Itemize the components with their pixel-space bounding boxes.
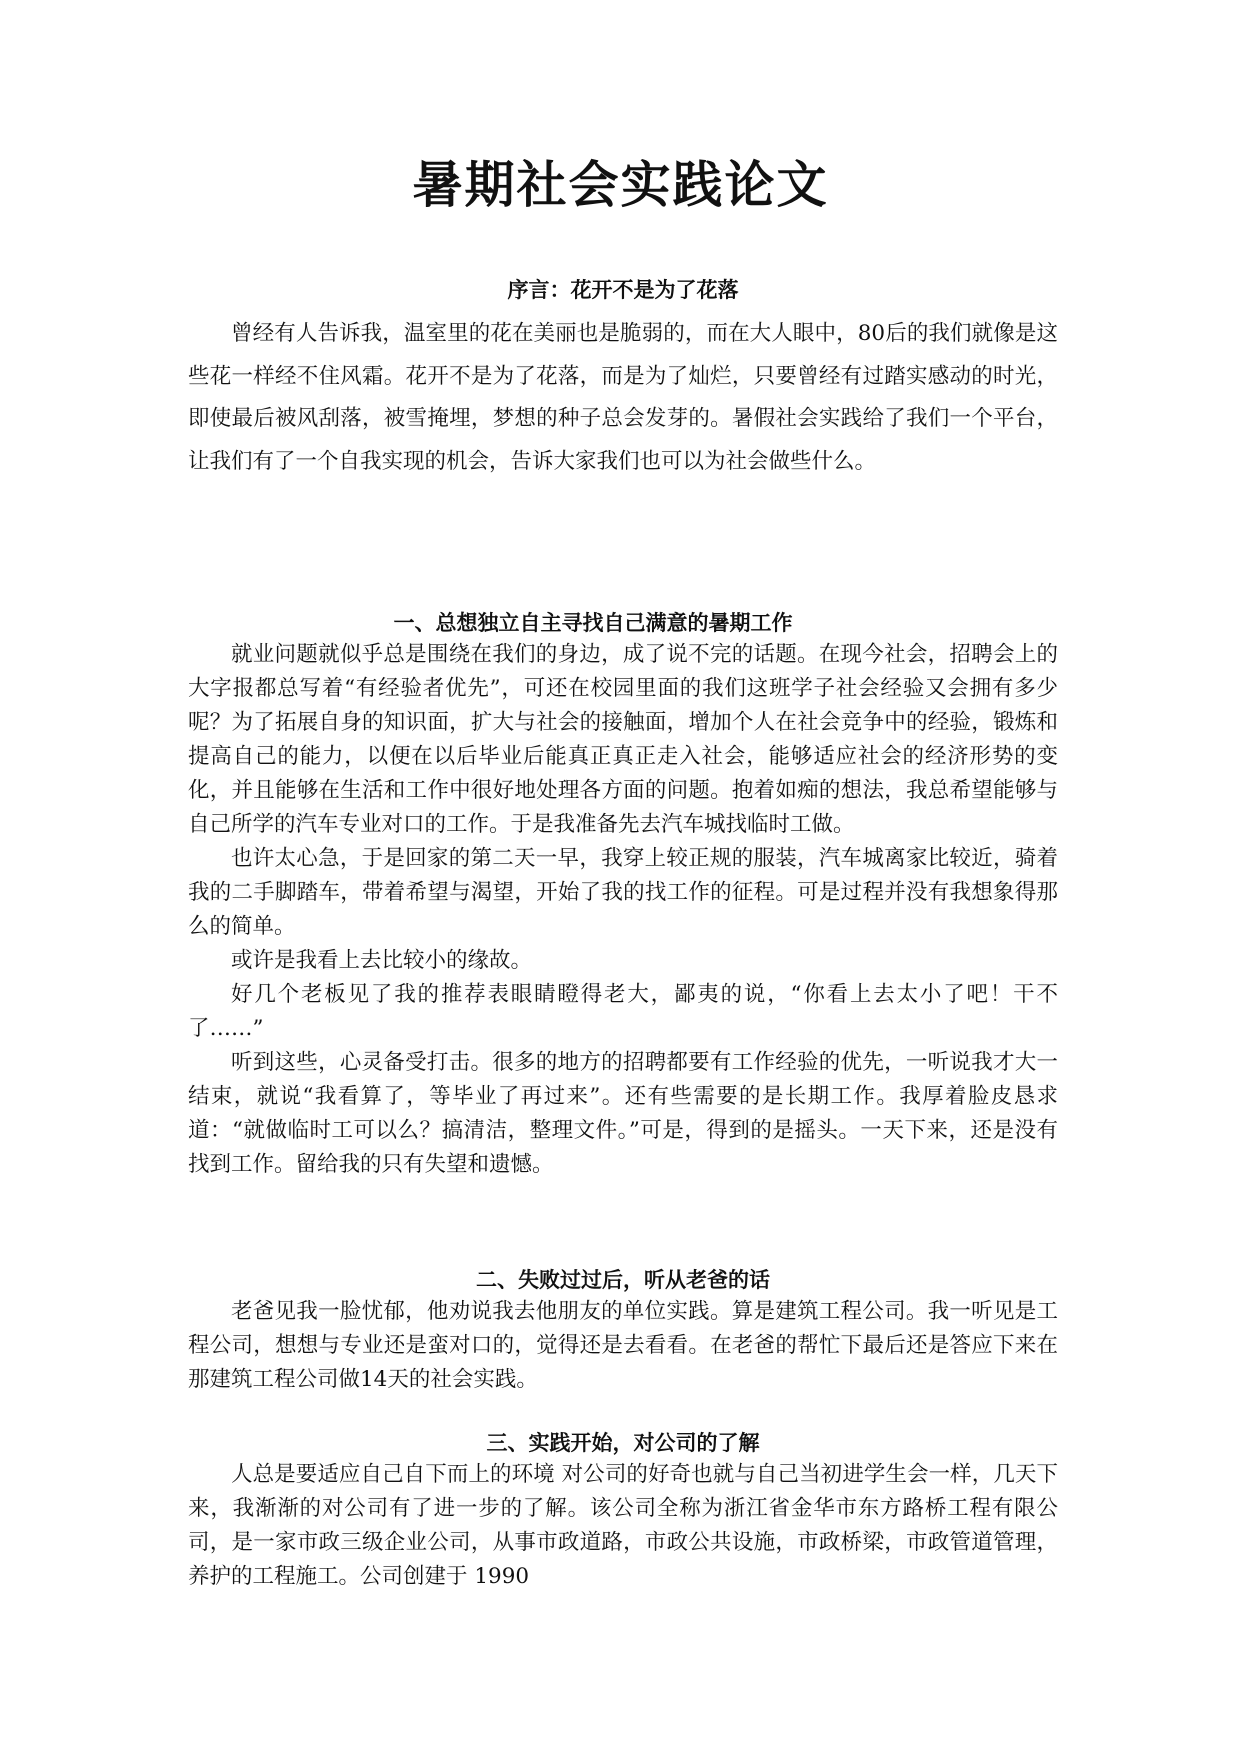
section-three-heading: 三、实践开始，对公司的了解 bbox=[486, 1430, 760, 1455]
preface-section bbox=[188, 275, 1058, 483]
paragraph: 老爸见我一脸忧郁，他劝说我去他朋友的单位实践。算是建筑工程公司。我一听见是工程公司，想想与专业还是蛮对口的，觉得还是去看看。在老爸的帮忙下最后还是答应下来在那建筑工程公司做14天的社会实践。 bbox=[188, 1299, 1058, 1392]
section-three bbox=[188, 1428, 1058, 1594]
paragraph: 曾经有人告诉我，温室里的花在美丽也是脆弱的，而在大人眼中，80后的我们就像是这些花一样经不住风霜。花开不是为了花落，而是为了灿烂，只要曾经有过踏实感动的时光，即使最后被风刮落，被雪掩埋，梦想的种子总会发芽的。暑假社会实践给了我们一个平台，让我们有了一个自我实现的机会，告诉大家我们也可以为社会做些什么。 bbox=[188, 321, 1058, 474]
paragraph: 听到这些，心灵备受打击。很多的地方的招聘都要有工作经验的优先，一听说我才大一结束，就说“我看算了，等毕业了再过来”。还有些需要的是长期工作。我厚着脸皮恳求道：“就做临时工可以么？搞清洁，整理文件。”可是，得到的是摇头。一天下来，还是没有找到工作。留给我的只有失望和遗憾。 bbox=[188, 1050, 1058, 1177]
paragraph: 或许是我看上去比较小的缘故。 bbox=[231, 948, 533, 973]
section-one-heading: 一、总想独立自主寻找自己满意的暑期工作 bbox=[393, 610, 793, 635]
section-two bbox=[188, 1265, 1058, 1397]
section-two-heading: 二、失败过过后，听从老爸的话 bbox=[476, 1267, 770, 1292]
paragraph: 就业问题就似乎总是围绕在我们的身边，成了说不完的话题。在现今社会，招聘会上的大字报都总写着“有经验者优先”，可还在校园里面的我们这班学子社会经验又会拥有多少呢？为了拓展自身的知识面，扩大与社会的接触面，增加个人在社会竞争中的经验，锻炼和提高自己的能力，以便在以后毕业后能真正真正走入社会，能够适应社会的经济形势的变化，并且能够在生活和工作中很好地处理各方面的问题。抱着如痴的想法，我总希望能够与自己所学的汽车专业对口的工作。于是我准备先去汽车城找临时工做。 bbox=[188, 642, 1058, 837]
preface-heading: 序言：花开不是为了花落 bbox=[507, 277, 739, 302]
paragraph: 也许太心急，于是回家的第二天一早，我穿上较正规的服装，汽车城离家比较近，骑着我的二手脚踏车，带着希望与渴望，开始了我的找工作的征程。可是过程并没有我想象得那么的简单。 bbox=[188, 846, 1058, 939]
paragraph: 好几个老板见了我的推荐表眼睛瞪得老大，鄙夷的说，“你看上去太小了吧！干不了……” bbox=[188, 982, 1058, 1041]
paragraph: 人总是要适应自己自下而上的环境 对公司的好奇也就与自己当初进学生会一样，几天下来，我渐渐的对公司有了进一步的了解。该公司全称为浙江省金华市东方路桥工程有限公司，是一家市政三级企业公司，从事市政道路，市政公共设施，市政桥梁，市政管道管理，养护的工程施工。公司创建于 1990 bbox=[188, 1462, 1058, 1589]
document-title: 暑期社会实践论文 bbox=[412, 155, 829, 214]
section-one bbox=[188, 608, 1058, 1182]
